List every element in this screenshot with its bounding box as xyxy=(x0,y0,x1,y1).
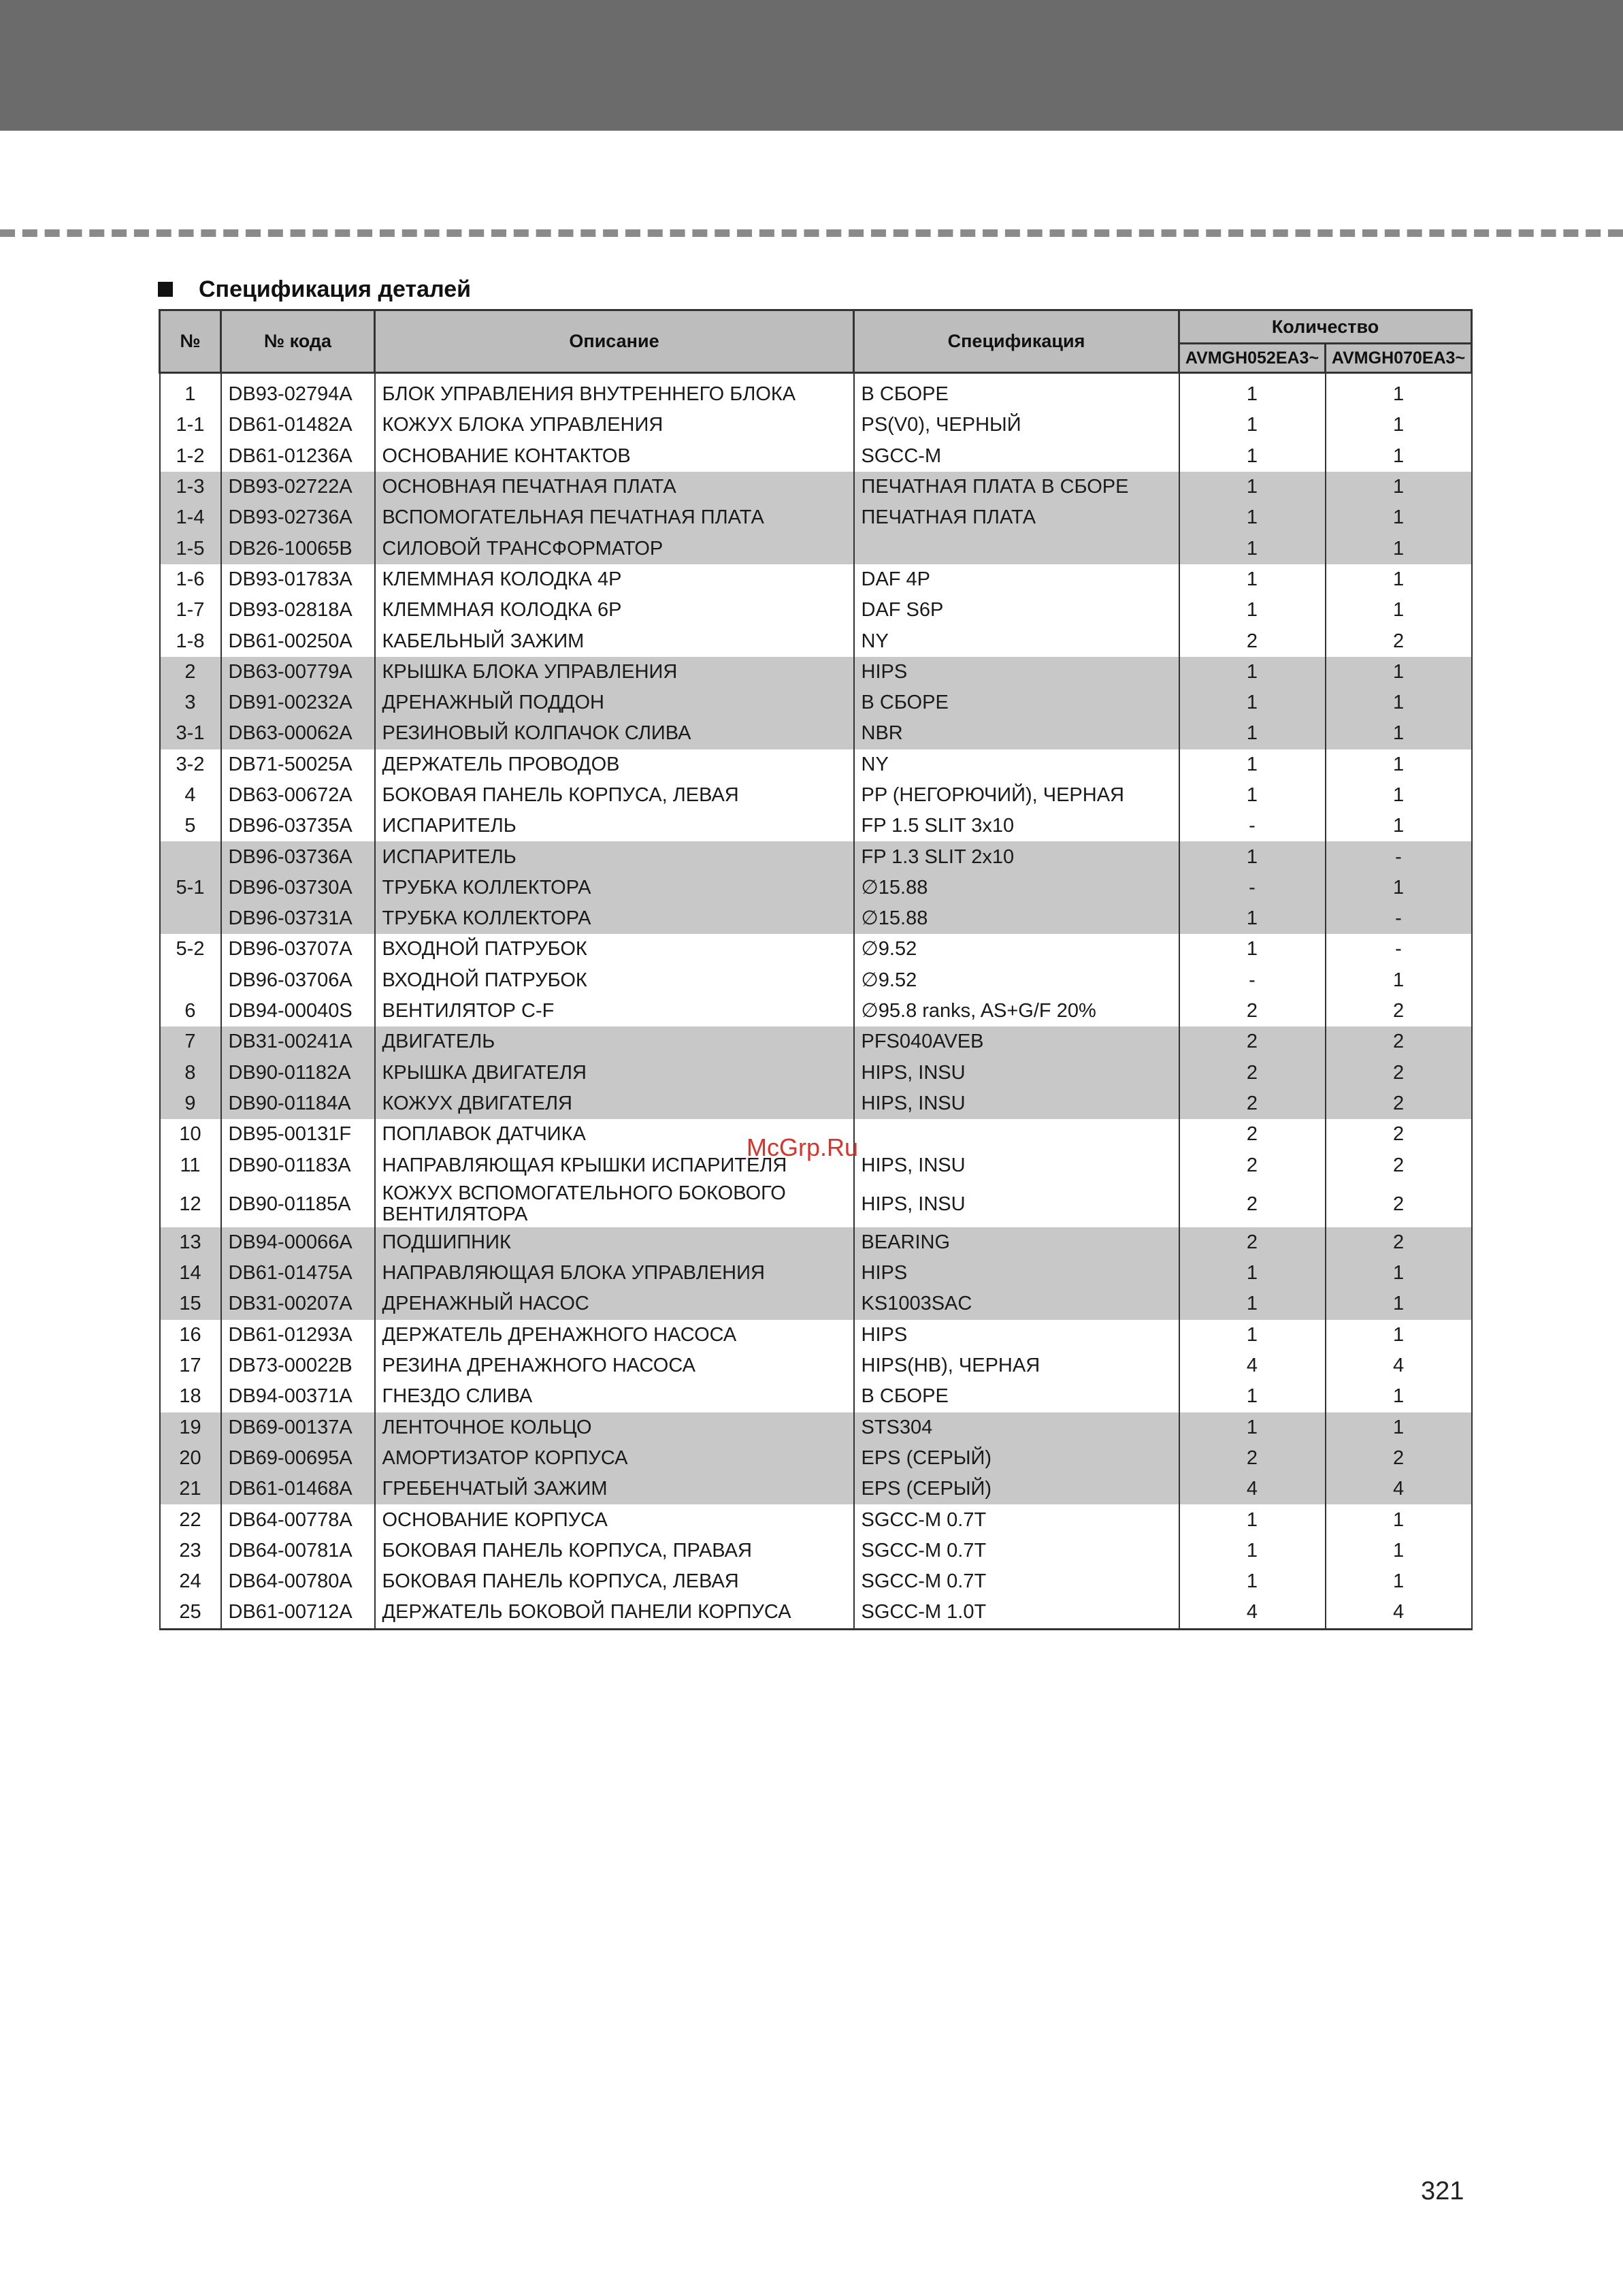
header-no: № xyxy=(160,310,221,373)
cell-spec: ∅9.52 xyxy=(854,934,1179,965)
cell-qty-model-1: 1 xyxy=(1179,564,1326,595)
cell-qty-model-1: 1 xyxy=(1179,1566,1326,1597)
cell-description: ВСПОМОГАТЕЛЬНАЯ ПЕЧАТНАЯ ПЛАТА xyxy=(375,502,854,533)
cell-code: DB93-02722A xyxy=(221,472,375,502)
cell-spec: SGCC-M 0.7T xyxy=(854,1536,1179,1566)
cell-qty-model-2: 2 xyxy=(1326,1443,1472,1474)
cell-no: 5 xyxy=(160,811,221,841)
cell-no: 1-8 xyxy=(160,626,221,656)
table-row xyxy=(160,472,1472,502)
cell-qty-model-2: 1 xyxy=(1326,533,1472,564)
square-bullet-icon xyxy=(158,282,173,297)
cell-description: КЛЕММНАЯ КОЛОДКА 4P xyxy=(375,564,854,595)
cell-qty-model-2: 2 xyxy=(1326,1058,1472,1088)
cell-description: ДЕРЖАТЕЛЬ ДРЕНАЖНОГО НАСОСА xyxy=(375,1320,854,1351)
cell-spec: ПЕЧАТНАЯ ПЛАТА xyxy=(854,502,1179,533)
cell-spec: NY xyxy=(854,626,1179,656)
cell-qty-model-1: 2 xyxy=(1179,1026,1326,1057)
table-row xyxy=(160,564,1472,595)
cell-no: 1-4 xyxy=(160,502,221,533)
cell-qty-model-2: 1 xyxy=(1326,472,1472,502)
cell-qty-model-2: 2 xyxy=(1326,1088,1472,1119)
cell-code: DB61-00712A xyxy=(221,1597,375,1629)
cell-no: 24 xyxy=(160,1566,221,1597)
cell-spec: ∅15.88 xyxy=(854,873,1179,903)
cell-description: ВХОДНОЙ ПАТРУБОК xyxy=(375,934,854,965)
cell-qty-model-2: 1 xyxy=(1326,1289,1472,1319)
cell-qty-model-2: 1 xyxy=(1326,811,1472,841)
cell-qty-model-1: 1 xyxy=(1179,1504,1326,1535)
cell-description: ДЕРЖАТЕЛЬ ПРОВОДОВ xyxy=(375,749,854,780)
cell-code: DB93-01783A xyxy=(221,564,375,595)
cell-no: 21 xyxy=(160,1474,221,1504)
cell-code: DB61-01468A xyxy=(221,1474,375,1504)
header-model-2: AVMGH070EA3~ xyxy=(1326,344,1472,373)
cell-qty-model-2: 1 xyxy=(1326,749,1472,780)
cell-qty-model-1: 1 xyxy=(1179,1381,1326,1412)
header-model-1: AVMGH052EA3~ xyxy=(1179,344,1326,373)
table-row xyxy=(160,441,1472,472)
cell-qty-model-1: 2 xyxy=(1179,1181,1326,1227)
cell-description: ГРЕБЕНЧАТЫЙ ЗАЖИМ xyxy=(375,1474,854,1504)
cell-code: DB26-10065B xyxy=(221,533,375,564)
table-row xyxy=(160,373,1472,410)
table-row xyxy=(160,965,1472,996)
cell-description: ОСНОВНАЯ ПЕЧАТНАЯ ПЛАТА xyxy=(375,472,854,502)
table-row xyxy=(160,688,1472,718)
cell-qty-model-1: - xyxy=(1179,965,1326,996)
cell-qty-model-1: 1 xyxy=(1179,472,1326,502)
cell-qty-model-1: 1 xyxy=(1179,841,1326,872)
cell-spec: FP 1.5 SLIT 3x10 xyxy=(854,811,1179,841)
cell-spec: DAF 4P xyxy=(854,564,1179,595)
cell-code: DB61-00250A xyxy=(221,626,375,656)
cell-qty-model-2: 1 xyxy=(1326,1566,1472,1597)
cell-description: КРЫШКА ДВИГАТЕЛЯ xyxy=(375,1058,854,1088)
header-spec: Спецификация xyxy=(854,310,1179,373)
cell-description: ДЕРЖАТЕЛЬ БОКОВОЙ ПАНЕЛИ КОРПУСА xyxy=(375,1597,854,1629)
cell-description: ОСНОВАНИЕ КОРПУСА xyxy=(375,1504,854,1535)
cell-code: DB31-00207A xyxy=(221,1289,375,1319)
cell-qty-model-2: 1 xyxy=(1326,441,1472,472)
table-row xyxy=(160,1351,1472,1381)
cell-no: 6 xyxy=(160,996,221,1026)
cell-description: КЛЕММНАЯ КОЛОДКА 6P xyxy=(375,595,854,626)
section-heading xyxy=(158,272,471,306)
cell-spec: DAF S6P xyxy=(854,595,1179,626)
cell-description: ПОДШИПНИК xyxy=(375,1227,854,1258)
cell-no: 1-5 xyxy=(160,533,221,564)
table-row xyxy=(160,1504,1472,1535)
cell-code: DB90-01185A xyxy=(221,1181,375,1227)
cell-qty-model-1: 1 xyxy=(1179,1258,1326,1289)
table-row xyxy=(160,811,1472,841)
cell-spec: HIPS, INSU xyxy=(854,1181,1179,1227)
cell-no: 3-2 xyxy=(160,749,221,780)
cell-code: DB94-00040S xyxy=(221,996,375,1026)
table-row xyxy=(160,502,1472,533)
table-row xyxy=(160,1381,1472,1412)
cell-code: DB73-00022B xyxy=(221,1351,375,1381)
cell-spec: HIPS xyxy=(854,657,1179,688)
cell-description: ТРУБКА КОЛЛЕКТОРА xyxy=(375,873,854,903)
cell-qty-model-1: 1 xyxy=(1179,1320,1326,1351)
cell-qty-model-1: 1 xyxy=(1179,373,1326,410)
cell-qty-model-2: 1 xyxy=(1326,595,1472,626)
cell-description: ДРЕНАЖНЫЙ НАСОС xyxy=(375,1289,854,1319)
cell-code: DB94-00371A xyxy=(221,1381,375,1412)
cell-code: DB31-00241A xyxy=(221,1026,375,1057)
cell-code: DB90-01183A xyxy=(221,1150,375,1180)
cell-qty-model-1: 4 xyxy=(1179,1474,1326,1504)
cell-code: DB91-00232A xyxy=(221,688,375,718)
cell-qty-model-2: 1 xyxy=(1326,1320,1472,1351)
table-row xyxy=(160,903,1472,934)
cell-description: БЛОК УПРАВЛЕНИЯ ВНУТРЕННЕГО БЛОКА xyxy=(375,373,854,410)
cell-no: 2 xyxy=(160,657,221,688)
table-row xyxy=(160,1026,1472,1057)
cell-description: КОЖУХ БЛОКА УПРАВЛЕНИЯ xyxy=(375,410,854,440)
cell-spec: EPS (СЕРЫЙ) xyxy=(854,1474,1179,1504)
cell-spec: SGCC-M 0.7T xyxy=(854,1566,1179,1597)
cell-code: DB69-00695A xyxy=(221,1443,375,1474)
dashed-divider xyxy=(0,229,1623,237)
cell-qty-model-2: 2 xyxy=(1326,1181,1472,1227)
cell-qty-model-2: - xyxy=(1326,841,1472,872)
cell-qty-model-1: 4 xyxy=(1179,1351,1326,1381)
section-title-text: Спецификация деталей xyxy=(199,276,472,302)
cell-qty-model-2: 2 xyxy=(1326,1150,1472,1180)
table-row xyxy=(160,1566,1472,1597)
cell-qty-model-1: 1 xyxy=(1179,1536,1326,1566)
cell-description: БОКОВАЯ ПАНЕЛЬ КОРПУСА, ПРАВАЯ xyxy=(375,1536,854,1566)
parts-spec-table xyxy=(159,309,1473,1630)
cell-code: DB69-00137A xyxy=(221,1412,375,1443)
cell-no: 13 xyxy=(160,1227,221,1258)
cell-code: DB71-50025A xyxy=(221,749,375,780)
table-body xyxy=(160,373,1472,1630)
cell-qty-model-2: 1 xyxy=(1326,657,1472,688)
cell-qty-model-1: 1 xyxy=(1179,903,1326,934)
cell-qty-model-2: 1 xyxy=(1326,1258,1472,1289)
table-row xyxy=(160,1227,1472,1258)
cell-spec: SGCC-M 1.0T xyxy=(854,1597,1179,1629)
cell-code: DB61-01293A xyxy=(221,1320,375,1351)
cell-no: 1 xyxy=(160,373,221,410)
table-row xyxy=(160,410,1472,440)
cell-description: РЕЗИНА ДРЕНАЖНОГО НАСОСА xyxy=(375,1351,854,1381)
cell-code: DB90-01184A xyxy=(221,1088,375,1119)
cell-qty-model-2: - xyxy=(1326,934,1472,965)
table-row xyxy=(160,1412,1472,1443)
header-code: № кода xyxy=(221,310,375,373)
cell-spec: KS1003SAC xyxy=(854,1289,1179,1319)
page-number: 321 xyxy=(1421,2177,1464,2205)
cell-code: DB63-00779A xyxy=(221,657,375,688)
cell-spec: HIPS, INSU xyxy=(854,1088,1179,1119)
cell-spec: В СБОРЕ xyxy=(854,373,1179,410)
cell-spec: FP 1.3 SLIT 2x10 xyxy=(854,841,1179,872)
cell-spec: PS(V0), ЧЕРНЫЙ xyxy=(854,410,1179,440)
table-row xyxy=(160,718,1472,749)
header-description: Описание xyxy=(375,310,854,373)
cell-qty-model-2: 1 xyxy=(1326,1381,1472,1412)
cell-spec: NBR xyxy=(854,718,1179,749)
cell-no: 5-2 xyxy=(160,934,221,965)
cell-no: 1-1 xyxy=(160,410,221,440)
cell-description: КОЖУХ ДВИГАТЕЛЯ xyxy=(375,1088,854,1119)
cell-spec: EPS (СЕРЫЙ) xyxy=(854,1443,1179,1474)
cell-qty-model-1: 2 xyxy=(1179,1227,1326,1258)
cell-no: 25 xyxy=(160,1597,221,1629)
cell-qty-model-2: 1 xyxy=(1326,1412,1472,1443)
cell-qty-model-1: 2 xyxy=(1179,1119,1326,1150)
cell-qty-model-1: 1 xyxy=(1179,502,1326,533)
cell-qty-model-1: 1 xyxy=(1179,657,1326,688)
cell-no: 19 xyxy=(160,1412,221,1443)
cell-qty-model-1: 1 xyxy=(1179,749,1326,780)
table-row xyxy=(160,626,1472,656)
cell-code: DB93-02736A xyxy=(221,502,375,533)
table-row xyxy=(160,841,1472,872)
cell-spec: SGCC-M xyxy=(854,441,1179,472)
cell-description: ТРУБКА КОЛЛЕКТОРА xyxy=(375,903,854,934)
cell-code: DB96-03707A xyxy=(221,934,375,965)
cell-description: НАПРАВЛЯЮЩАЯ БЛОКА УПРАВЛЕНИЯ xyxy=(375,1258,854,1289)
cell-spec: BEARING xyxy=(854,1227,1179,1258)
cell-no: 23 xyxy=(160,1536,221,1566)
table-row xyxy=(160,934,1472,965)
cell-description: ВЕНТИЛЯТОР C-F xyxy=(375,996,854,1026)
table-row xyxy=(160,1443,1472,1474)
cell-no: 8 xyxy=(160,1058,221,1088)
cell-description: ДВИГАТЕЛЬ xyxy=(375,1026,854,1057)
cell-qty-model-1: 1 xyxy=(1179,533,1326,564)
cell-code: DB64-00780A xyxy=(221,1566,375,1597)
table-row xyxy=(160,873,1472,903)
cell-description: АМОРТИЗАТОР КОРПУСА xyxy=(375,1443,854,1474)
cell-spec: В СБОРЕ xyxy=(854,1381,1179,1412)
cell-code: DB93-02818A xyxy=(221,595,375,626)
cell-qty-model-2: 1 xyxy=(1326,873,1472,903)
cell-no: 10 xyxy=(160,1119,221,1150)
cell-qty-model-1: 1 xyxy=(1179,441,1326,472)
cell-qty-model-1: 1 xyxy=(1179,1289,1326,1319)
table-row xyxy=(160,1058,1472,1088)
cell-qty-model-2: 1 xyxy=(1326,410,1472,440)
cell-description: СИЛОВОЙ ТРАНСФОРМАТОР xyxy=(375,533,854,564)
cell-qty-model-2: 2 xyxy=(1326,1119,1472,1150)
cell-qty-model-2: 4 xyxy=(1326,1597,1472,1629)
cell-qty-model-1: 1 xyxy=(1179,934,1326,965)
cell-spec: HIPS(HB), ЧЕРНАЯ xyxy=(854,1351,1179,1381)
cell-qty-model-2: 2 xyxy=(1326,1026,1472,1057)
cell-description: КАБЕЛЬНЫЙ ЗАЖИМ xyxy=(375,626,854,656)
cell-qty-model-1: 2 xyxy=(1179,1058,1326,1088)
cell-spec: PFS040AVEB xyxy=(854,1026,1179,1057)
cell-code: DB61-01475A xyxy=(221,1258,375,1289)
cell-spec: В СБОРЕ xyxy=(854,688,1179,718)
cell-qty-model-2: 1 xyxy=(1326,780,1472,811)
table-row xyxy=(160,1597,1472,1629)
cell-no: 15 xyxy=(160,1289,221,1319)
cell-no: 22 xyxy=(160,1504,221,1535)
cell-no: 11 xyxy=(160,1150,221,1180)
cell-no: 3-1 xyxy=(160,718,221,749)
cell-qty-model-1: 1 xyxy=(1179,780,1326,811)
cell-spec xyxy=(854,533,1179,564)
cell-spec: HIPS, INSU xyxy=(854,1058,1179,1088)
cell-qty-model-2: 2 xyxy=(1326,996,1472,1026)
cell-qty-model-2: 1 xyxy=(1326,502,1472,533)
cell-no: 9 xyxy=(160,1088,221,1119)
cell-qty-model-1: 2 xyxy=(1179,1443,1326,1474)
cell-description: ЛЕНТОЧНОЕ КОЛЬЦО xyxy=(375,1412,854,1443)
cell-no: 16 xyxy=(160,1320,221,1351)
cell-description: ИСПАРИТЕЛЬ xyxy=(375,841,854,872)
cell-qty-model-1: 1 xyxy=(1179,1412,1326,1443)
table-row xyxy=(160,533,1472,564)
cell-spec: HIPS xyxy=(854,1258,1179,1289)
cell-description: КРЫШКА БЛОКА УПРАВЛЕНИЯ xyxy=(375,657,854,688)
cell-qty-model-1: 2 xyxy=(1179,1088,1326,1119)
cell-qty-model-2: 4 xyxy=(1326,1351,1472,1381)
cell-spec: HIPS xyxy=(854,1320,1179,1351)
cell-description: РЕЗИНОВЫЙ КОЛПАЧОК СЛИВА xyxy=(375,718,854,749)
cell-no: 17 xyxy=(160,1351,221,1381)
cell-description: НАПРАВЛЯЮЩАЯ КРЫШКИ ИСПАРИТЕЛЯ xyxy=(375,1150,854,1180)
cell-qty-model-2: 2 xyxy=(1326,1227,1472,1258)
cell-qty-model-1: 1 xyxy=(1179,718,1326,749)
cell-code: DB63-00062A xyxy=(221,718,375,749)
cell-qty-model-1: 1 xyxy=(1179,410,1326,440)
cell-qty-model-1: - xyxy=(1179,811,1326,841)
cell-description: ВХОДНОЙ ПАТРУБОК xyxy=(375,965,854,996)
top-header-bar xyxy=(0,0,1623,131)
cell-code: DB96-03706A xyxy=(221,965,375,996)
table-row xyxy=(160,749,1472,780)
cell-no: 3 xyxy=(160,688,221,718)
cell-no xyxy=(160,965,221,996)
cell-qty-model-2: - xyxy=(1326,903,1472,934)
table-row xyxy=(160,1289,1472,1319)
cell-qty-model-2: 4 xyxy=(1326,1474,1472,1504)
cell-no: 12 xyxy=(160,1181,221,1227)
cell-code: DB61-01236A xyxy=(221,441,375,472)
cell-qty-model-1: 1 xyxy=(1179,595,1326,626)
cell-spec: STS304 xyxy=(854,1412,1179,1443)
cell-qty-model-2: 1 xyxy=(1326,718,1472,749)
cell-qty-model-1: 2 xyxy=(1179,626,1326,656)
cell-description: БОКОВАЯ ПАНЕЛЬ КОРПУСА, ЛЕВАЯ xyxy=(375,1566,854,1597)
cell-code: DB93-02794A xyxy=(221,373,375,410)
cell-code: DB96-03731A xyxy=(221,903,375,934)
cell-spec: NY xyxy=(854,749,1179,780)
cell-no: 1-2 xyxy=(160,441,221,472)
cell-description: КОЖУХ ВСПОМОГАТЕЛЬНОГО БОКОВОГО ВЕНТИЛЯТОРА xyxy=(375,1181,854,1227)
cell-no: 4 xyxy=(160,780,221,811)
cell-spec: ∅9.52 xyxy=(854,965,1179,996)
table-row xyxy=(160,1474,1472,1504)
table-row xyxy=(160,1181,1472,1227)
table-row xyxy=(160,1536,1472,1566)
table-row xyxy=(160,780,1472,811)
cell-qty-model-2: 1 xyxy=(1326,965,1472,996)
cell-qty-model-2: 1 xyxy=(1326,1504,1472,1535)
cell-qty-model-2: 1 xyxy=(1326,564,1472,595)
cell-spec: HIPS, INSU xyxy=(854,1150,1179,1180)
cell-code: DB95-00131F xyxy=(221,1119,375,1150)
cell-no xyxy=(160,903,221,934)
cell-code: DB94-00066A xyxy=(221,1227,375,1258)
table-row xyxy=(160,996,1472,1026)
cell-no: 5-1 xyxy=(160,873,221,903)
cell-no: 1-3 xyxy=(160,472,221,502)
cell-qty-model-2: 2 xyxy=(1326,626,1472,656)
cell-qty-model-1: - xyxy=(1179,873,1326,903)
table-row xyxy=(160,1088,1472,1119)
cell-code: DB96-03736A xyxy=(221,841,375,872)
cell-qty-model-2: 1 xyxy=(1326,1536,1472,1566)
cell-spec: ∅15.88 xyxy=(854,903,1179,934)
cell-qty-model-2: 1 xyxy=(1326,688,1472,718)
cell-qty-model-1: 1 xyxy=(1179,688,1326,718)
cell-description: ОСНОВАНИЕ КОНТАКТОВ xyxy=(375,441,854,472)
cell-spec: SGCC-M 0.7T xyxy=(854,1504,1179,1535)
cell-code: DB64-00781A xyxy=(221,1536,375,1566)
cell-qty-model-1: 2 xyxy=(1179,1150,1326,1180)
cell-description: ДРЕНАЖНЫЙ ПОДДОН xyxy=(375,688,854,718)
cell-code: DB64-00778A xyxy=(221,1504,375,1535)
table-row xyxy=(160,657,1472,688)
cell-spec: ∅95.8 ranks, AS+G/F 20% xyxy=(854,996,1179,1026)
cell-qty-model-2: 1 xyxy=(1326,373,1472,410)
table-row xyxy=(160,1320,1472,1351)
cell-qty-model-1: 2 xyxy=(1179,996,1326,1026)
watermark: McGrp.Ru xyxy=(747,1133,859,1161)
cell-qty-model-1: 4 xyxy=(1179,1597,1326,1629)
cell-description: ПОПЛАВОК ДАТЧИКА xyxy=(375,1119,854,1150)
cell-description: ГНЕЗДО СЛИВА xyxy=(375,1381,854,1412)
cell-spec: PP (НЕГОРЮЧИЙ), ЧЕРНАЯ xyxy=(854,780,1179,811)
cell-no: 20 xyxy=(160,1443,221,1474)
cell-spec: ПЕЧАТНАЯ ПЛАТА В СБОРЕ xyxy=(854,472,1179,502)
cell-code: DB96-03735A xyxy=(221,811,375,841)
cell-code: DB63-00672A xyxy=(221,780,375,811)
cell-no: 1-6 xyxy=(160,564,221,595)
cell-code: DB61-01482A xyxy=(221,410,375,440)
table-row xyxy=(160,595,1472,626)
cell-description: БОКОВАЯ ПАНЕЛЬ КОРПУСА, ЛЕВАЯ xyxy=(375,780,854,811)
cell-description: ИСПАРИТЕЛЬ xyxy=(375,811,854,841)
cell-no: 7 xyxy=(160,1026,221,1057)
cell-code: DB96-03730A xyxy=(221,873,375,903)
cell-code: DB90-01182A xyxy=(221,1058,375,1088)
cell-no: 18 xyxy=(160,1381,221,1412)
cell-spec xyxy=(854,1119,1179,1150)
cell-no: 14 xyxy=(160,1258,221,1289)
header-quantity: Количество xyxy=(1179,310,1472,344)
cell-no: 1-7 xyxy=(160,595,221,626)
cell-no xyxy=(160,841,221,872)
table-row xyxy=(160,1258,1472,1289)
